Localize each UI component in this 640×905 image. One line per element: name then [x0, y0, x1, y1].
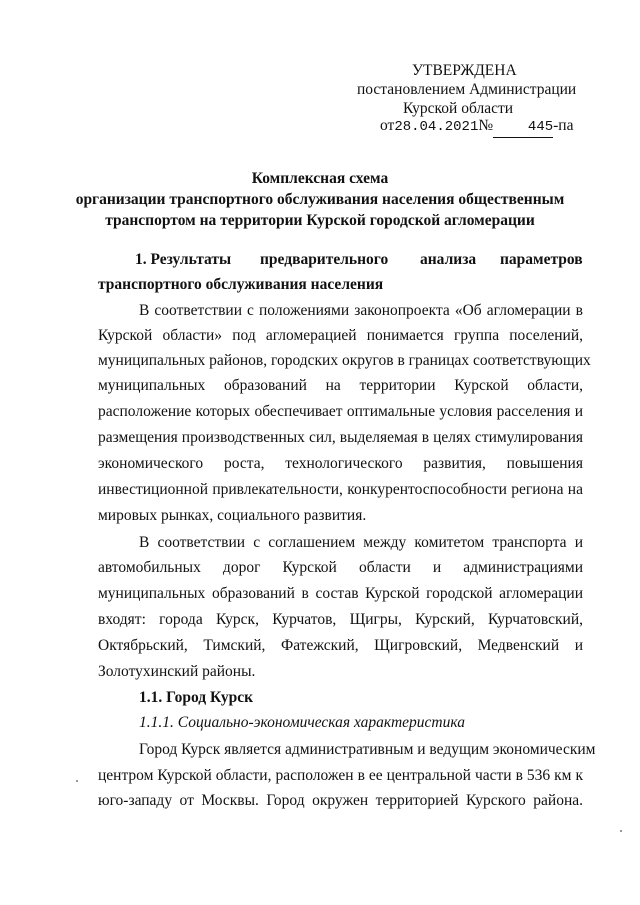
- para1-line: экономического роста, технологического развития, повышения: [98, 455, 583, 472]
- para1-line: Курской области» под агломерацией понимается группа поселений,: [98, 327, 583, 344]
- scan-speck: [76, 780, 78, 782]
- title-line-3: транспортом на территории Курской городской агломерации: [105, 212, 535, 229]
- approval-title: УТВЕРЖДЕНА: [412, 62, 517, 79]
- para1-line: инвестиционной привлекательности, конкурентоспособности региона на: [98, 481, 583, 498]
- subsection-heading: 1.1. Город Курск: [139, 689, 254, 706]
- para2-line: Октябрьский, Тимский, Фатежский, Щигровский, Медвенский и: [98, 637, 583, 654]
- title-line-2: организации транспортного обслуживания населения общественным: [75, 191, 565, 208]
- title-line-1: Комплексная схема: [251, 170, 389, 187]
- number-label: №: [478, 117, 494, 134]
- number-suffix: -па: [553, 117, 574, 134]
- section-heading-word-3: анализа: [420, 251, 477, 268]
- para1-line: расположение которых обеспечивает оптимальные условия расселения и: [98, 403, 583, 420]
- subsection-para-line: Город Курск является административным и ведущим экономическим: [139, 741, 596, 758]
- para2-line: муниципальных образований в состав Курской городской агломерации: [98, 585, 583, 602]
- date-prefix: от: [380, 117, 395, 134]
- para1-line: мировых рынках, социального развития.: [98, 507, 367, 524]
- para1-line: муниципальных районов, городских округов в границах соответствующих: [98, 352, 591, 369]
- approval-line-2: Курской области: [403, 100, 514, 117]
- approval-line-1: постановлением Администрации: [357, 81, 577, 98]
- scan-speck: [620, 830, 622, 832]
- para2-line: входят: города Курск, Курчатов, Щигры, Курский, Курчатовский,: [98, 611, 583, 628]
- approval-number: 445: [493, 117, 553, 138]
- subsection-subheading: 1.1.1. Социально-экономическая характеристика: [139, 714, 465, 731]
- approval-date: 28.04.2021: [394, 119, 479, 135]
- subsection-para-line: юго-западу от Москвы. Город окружен территорией Курского района.: [98, 792, 583, 809]
- subsection-para-line: центром Курской области, расположен в ее центральной части в 536 км к: [98, 767, 583, 784]
- para2-line: автомобильных дорог Курской области и администрациями: [98, 559, 583, 576]
- section-heading-line-2: транспортного обслуживания населения: [98, 276, 384, 293]
- para1-line: муниципальных образований на территории Курской области,: [98, 377, 583, 394]
- section-heading-word-2: предварительного: [260, 251, 389, 268]
- para1-line: В соответствии с положениями законопроекта «Об агломерации в: [139, 302, 583, 319]
- para2-line: Золотухинский районы.: [98, 663, 256, 680]
- para2-line: В соответствии с соглашением между комитетом транспорта и: [139, 534, 583, 551]
- section-heading-word-1: 1. Результаты: [135, 251, 232, 268]
- section-heading-word-4: параметров: [500, 251, 583, 268]
- para1-line: размещения производственных сил, выделяемая в целях стимулирования: [98, 429, 583, 446]
- approval-date-line: [380, 116, 573, 138]
